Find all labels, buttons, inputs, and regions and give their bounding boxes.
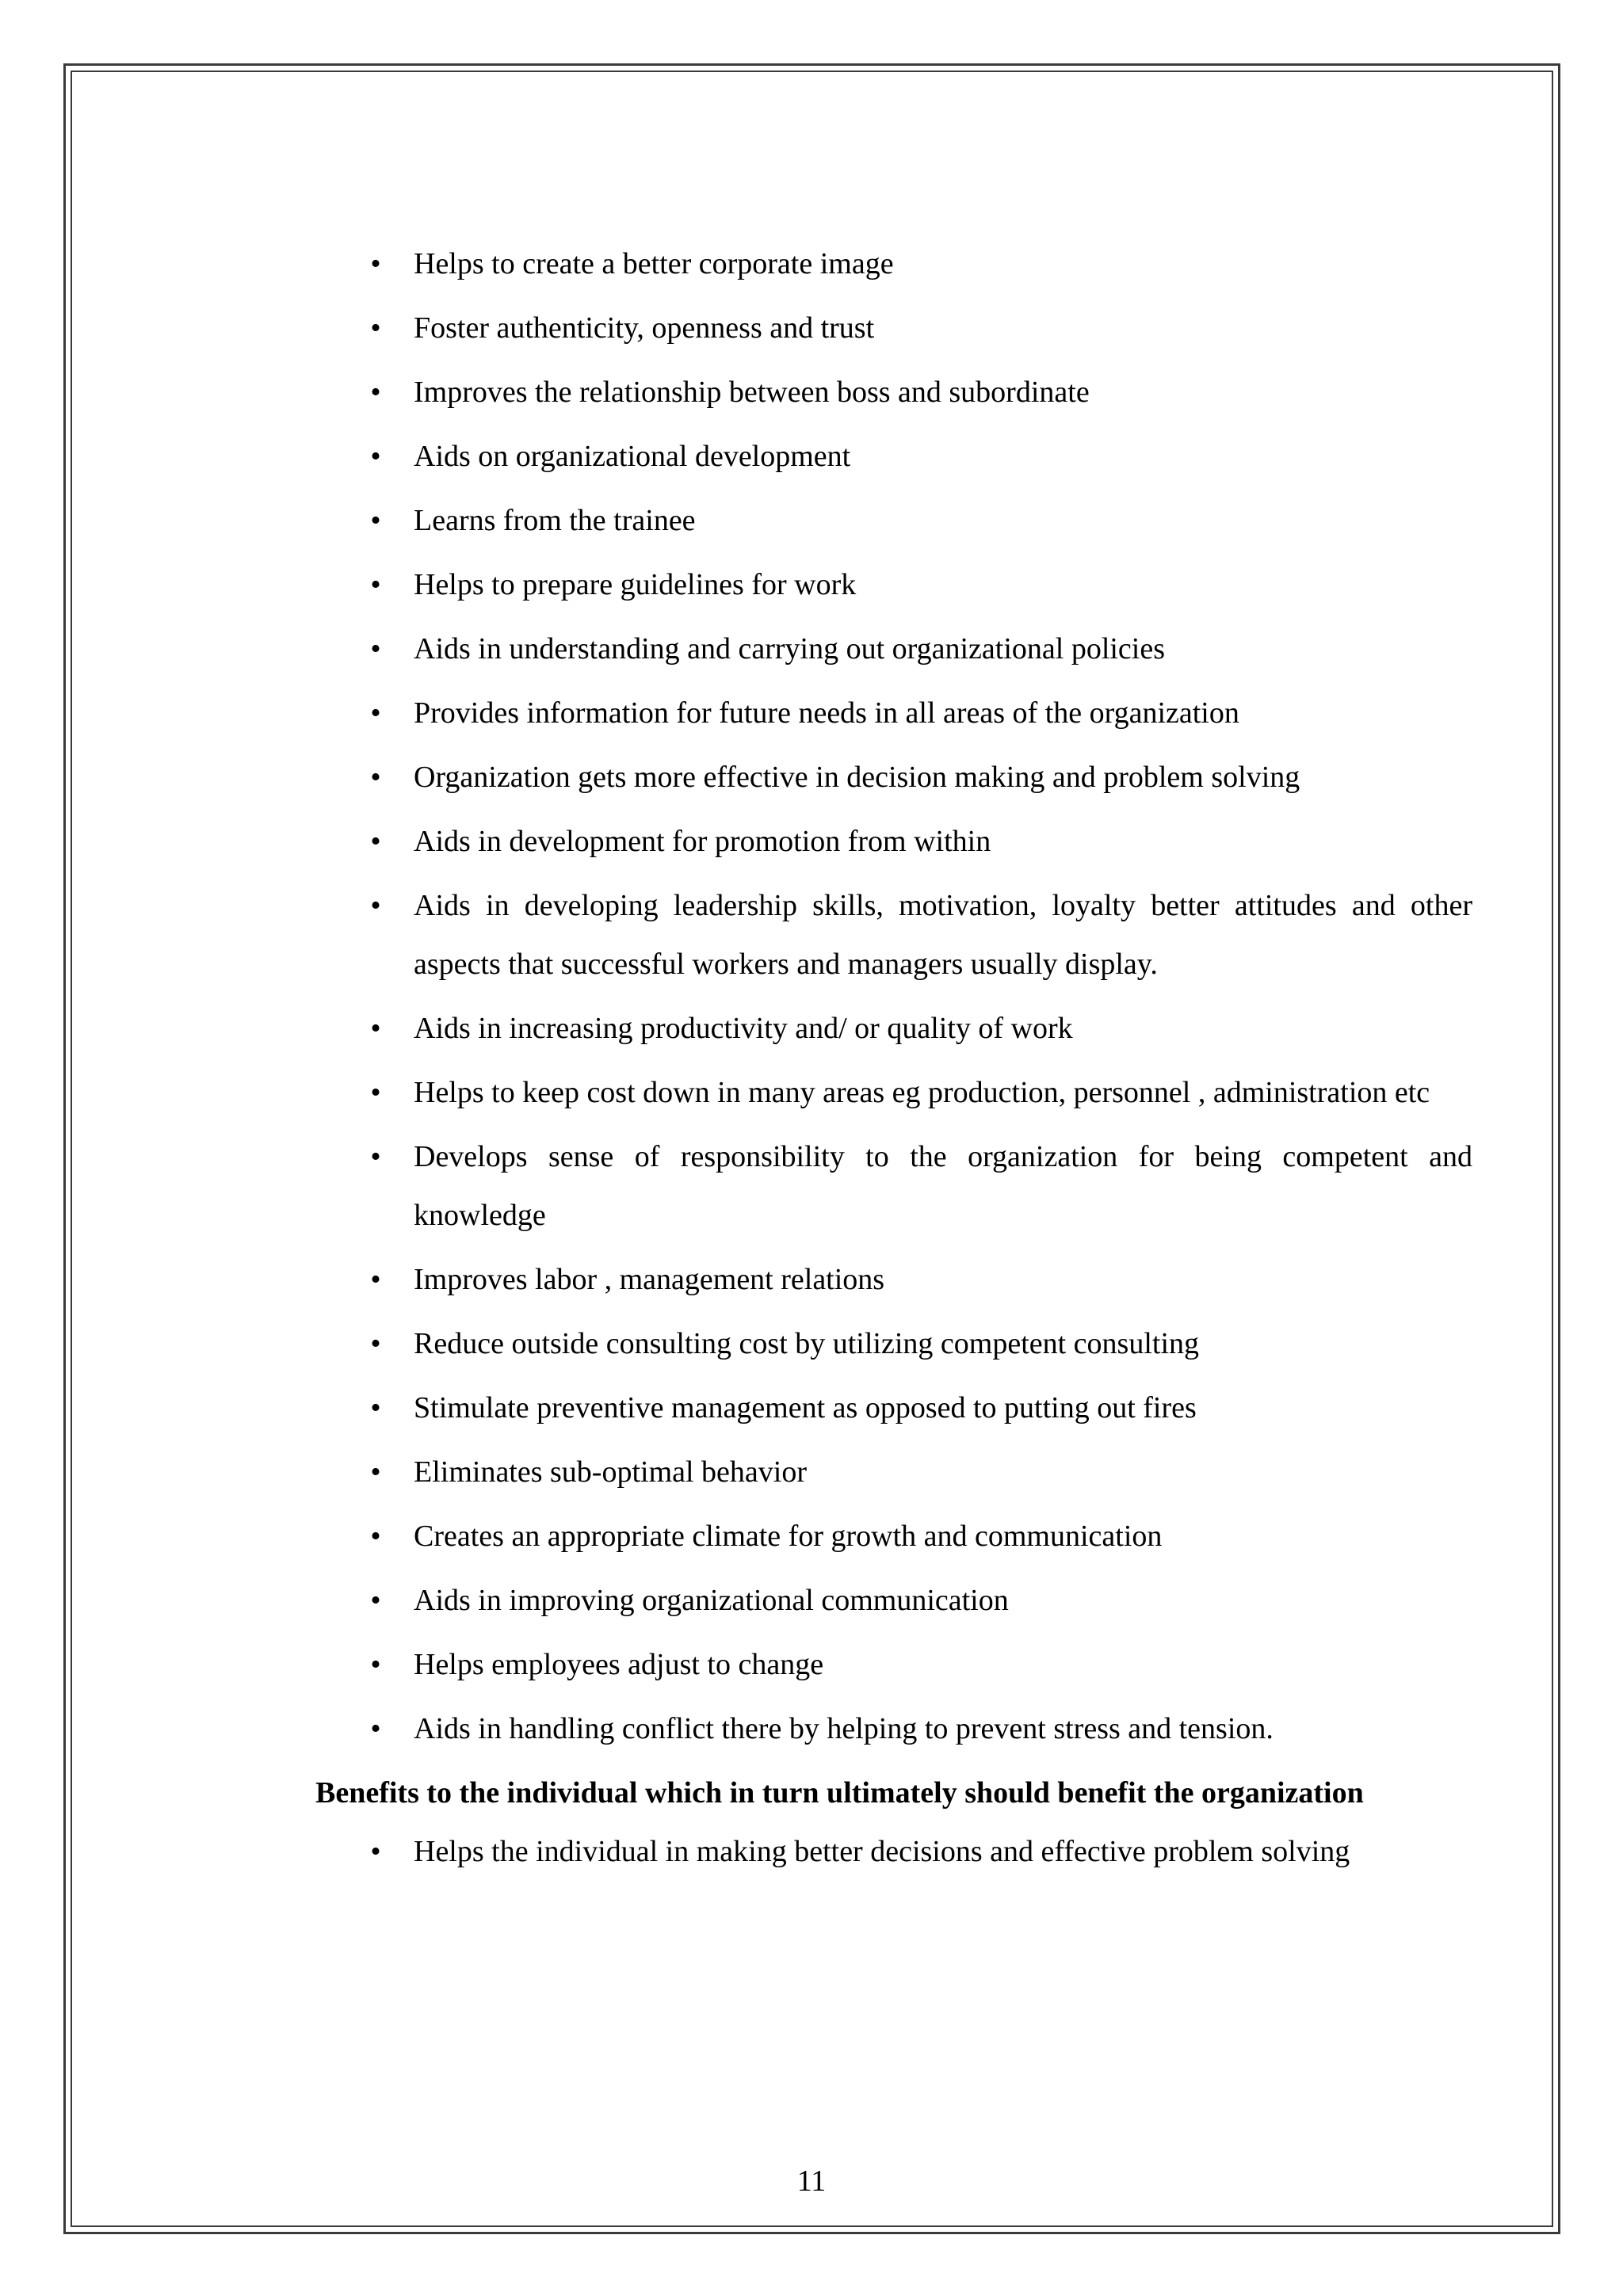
list-item [315,235,1472,293]
benefits-list [315,235,1472,1758]
bullet-icon: • [370,1584,381,1617]
list-item [315,1127,1472,1245]
list-item [315,1507,1472,1566]
bullet-icon: • [370,1712,381,1745]
list-item [315,684,1472,742]
list-item-text: Reduce outside consulting cost by utilizing competent consulting [414,1327,1200,1360]
bullet-icon: • [370,1648,381,1681]
list-item [315,1699,1472,1758]
list-item-text: Aids in development for promotion from within [414,825,991,858]
list-item [315,1250,1472,1309]
list-item-text: Improves labor , management relations [414,1263,885,1296]
list-item [315,491,1472,550]
list-item [315,1314,1472,1373]
list-item-text: Stimulate preventive management as opposed to putting out fires [414,1391,1197,1425]
list-item-text: Helps to create a better corporate image [414,247,894,280]
bullet-icon: • [370,1140,381,1173]
list-item-text: Helps to keep cost down in many areas eg production, personnel , administration etc [414,1076,1430,1109]
list-item [315,299,1472,357]
bullet-icon: • [370,1263,381,1296]
bullet-icon: • [370,568,381,601]
list-item [315,1822,1472,1881]
list-item [315,1635,1472,1694]
list-item-text: Helps to prepare guidelines for work [414,568,857,601]
bullet-icon: • [370,311,381,345]
list-item-text: Improves the relationship between boss and subordinate [414,376,1090,409]
bullet-icon: • [370,889,381,922]
list-item [315,1063,1472,1122]
bullet-icon: • [370,1520,381,1553]
list-item-text: Aids in handling conflict there by helping to prevent stress and tension. [414,1712,1274,1745]
section-heading: Benefits to the individual which in turn ultimately should benefit the organization [315,1776,1364,1810]
list-item-text: Aids in increasing productivity and/ or quality of work [414,1012,1073,1045]
bullet-icon: • [370,825,381,858]
list-item [315,427,1472,486]
list-item-text: Creates an appropriate climate for growth and communication [414,1520,1163,1553]
individual-benefits-list [315,1822,1472,1881]
list-item [315,1443,1472,1501]
bullet-icon: • [370,761,381,794]
list-item-text: Aids in improving organizational communication [414,1584,1009,1617]
bullet-icon: • [370,247,381,280]
list-item-text: Helps employees adjust to change [414,1648,824,1681]
list-item-text: Aids in developing leadership skills, motivation, loyalty better attitudes and other aspects that successful workers and managers usually display. [414,889,1472,981]
bullet-icon: • [370,376,381,409]
list-item-text: Foster authenticity, openness and trust [414,311,875,345]
bullet-icon: • [370,1391,381,1425]
bullet-icon: • [370,1327,381,1360]
list-item [315,555,1472,614]
list-item [315,748,1472,807]
list-item [315,876,1472,994]
list-item [315,999,1472,1058]
bullet-icon: • [370,504,381,537]
bullet-icon: • [370,440,381,473]
list-item-text: Helps the individual in making better decisions and effective problem solving [414,1835,1350,1868]
list-item [315,1379,1472,1437]
list-item-text: Provides information for future needs in all areas of the organization [414,696,1239,730]
list-item [315,620,1472,678]
list-item [315,1571,1472,1630]
page-number: 11 [796,2164,827,2198]
bullet-icon: • [370,1012,381,1045]
list-item-text: Eliminates sub-optimal behavior [414,1455,808,1489]
list-item [315,363,1472,421]
list-item-text: Develops sense of responsibility to the organization for being competent and knowledge [414,1140,1472,1232]
list-item [315,812,1472,871]
bullet-icon: • [370,1455,381,1489]
list-item-text: Learns from the trainee [414,504,696,537]
page-content [315,235,1472,1886]
bullet-icon: • [370,1835,381,1868]
list-item-text: Aids in understanding and carrying out organizational policies [414,632,1166,666]
bullet-icon: • [370,696,381,730]
list-item-text: Organization gets more effective in decision making and problem solving [414,761,1300,794]
list-item-text: Aids on organizational development [414,440,851,473]
bullet-icon: • [370,632,381,666]
bullet-icon: • [370,1076,381,1109]
